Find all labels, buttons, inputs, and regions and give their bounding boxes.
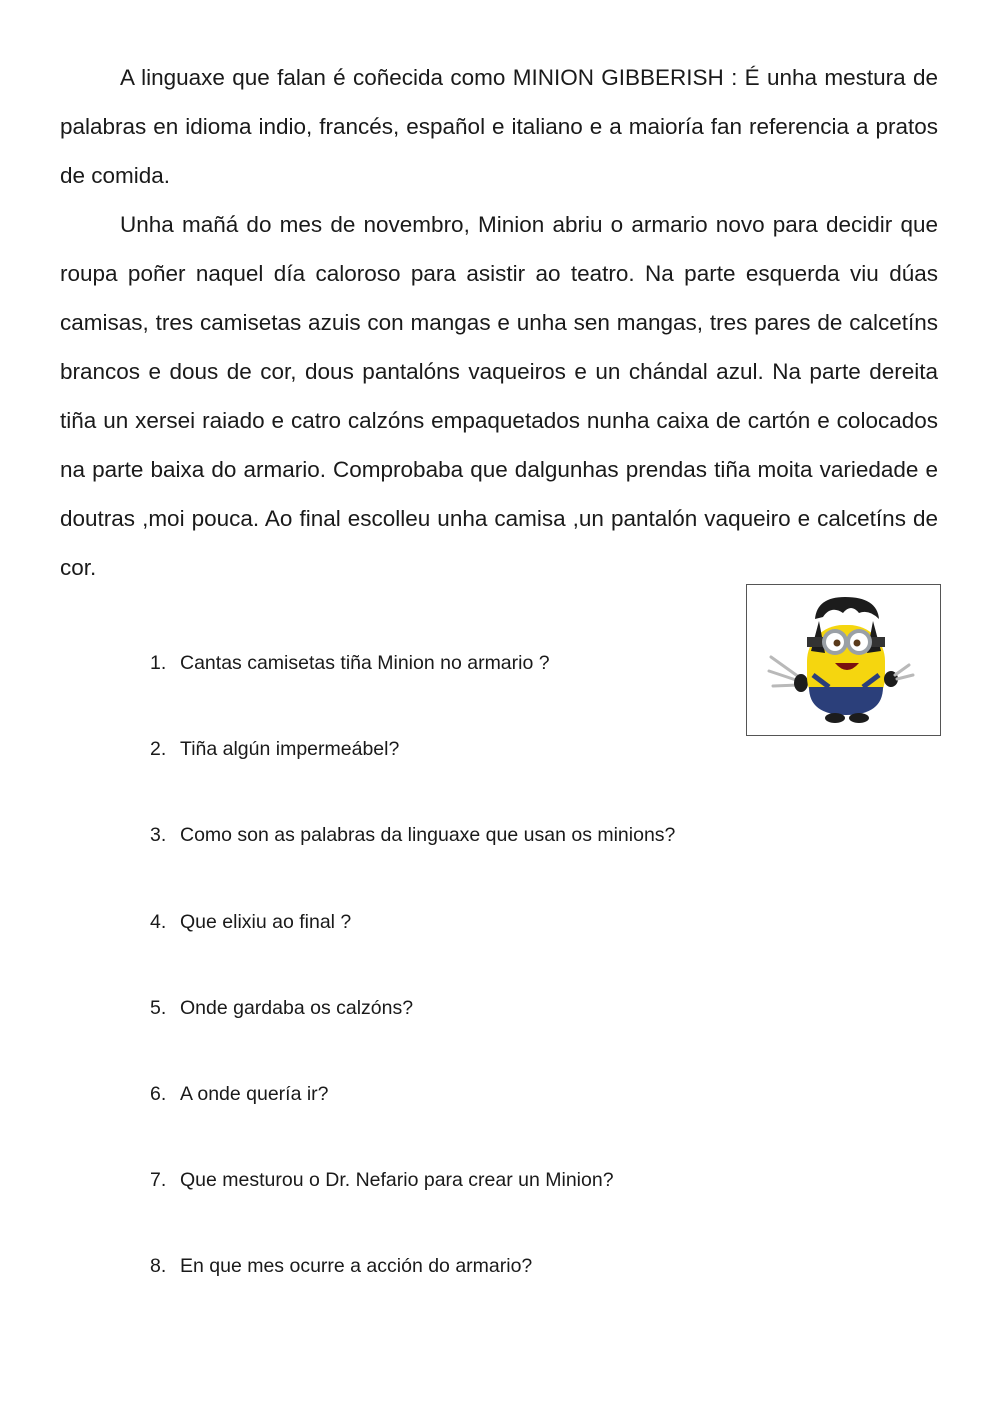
question-item (150, 1079, 675, 1165)
question-number: 5. (150, 996, 167, 1019)
question-text: Que elixiu ao final ? (180, 910, 352, 933)
question-item (150, 734, 675, 820)
question-text: Como son as palabras da linguaxe que usan os minions? (180, 824, 676, 847)
question-text: Onde gardaba os calzóns? (180, 996, 414, 1019)
question-item (150, 1251, 675, 1337)
question-number: 7. (150, 1169, 167, 1192)
story-paragraph: Unha mañá do mes de novembro, Minion abriu o armario novo para decidir que roupa poñer naquel día caloroso para asistir ao teatro. Na parte esquerda viu dúas camisas, tres camisetas azuis con mangas e unha sen mangas, tres pares de calcetíns brancos e dous de cor, dous pantalóns vaqueiros e un chándal azul. Na parte dereita tiña un xersei raiado e catro calzóns empaquetados nunha caixa de cartón e colocados na parte baixa do armario. Comprobaba que dalgunhas prendas tiña moita variedade e doutras ,moi pouca. Ao final escolleu unha camisa ,un pantalón vaqueiro e calcetíns de cor. (60, 212, 938, 580)
question-number: 3. (150, 824, 167, 847)
question-number: 4. (150, 910, 167, 933)
question-item (150, 993, 675, 1079)
question-item (150, 820, 675, 906)
question-number: 1. (150, 652, 167, 674)
minion-wolverine-icon (759, 591, 929, 726)
question-item (150, 1165, 675, 1251)
question-text: Tiña algún impermeábel? (180, 738, 400, 761)
question-number: 8. (150, 1255, 167, 1278)
question-number: 2. (150, 738, 167, 761)
question-item (150, 907, 675, 993)
question-number: 6. (150, 1082, 167, 1105)
question-item (150, 648, 675, 734)
intro-paragraph: A linguaxe que falan é coñecida como MINION GIBBERISH : É unha mestura de palabras en idioma indio, francés, español e italiano e a maioría fan referencia a pratos de comida. (60, 65, 938, 188)
question-text: A onde quería ir? (180, 1082, 329, 1105)
question-text: En que mes ocurre a acción do armario? (180, 1255, 533, 1278)
question-list (150, 648, 675, 1338)
question-text: Que mesturou o Dr. Nefario para crear un Minion? (180, 1169, 614, 1192)
minion-image-frame (746, 584, 941, 736)
question-text: Cantas camisetas tiña Minion no armario ? (180, 652, 550, 674)
